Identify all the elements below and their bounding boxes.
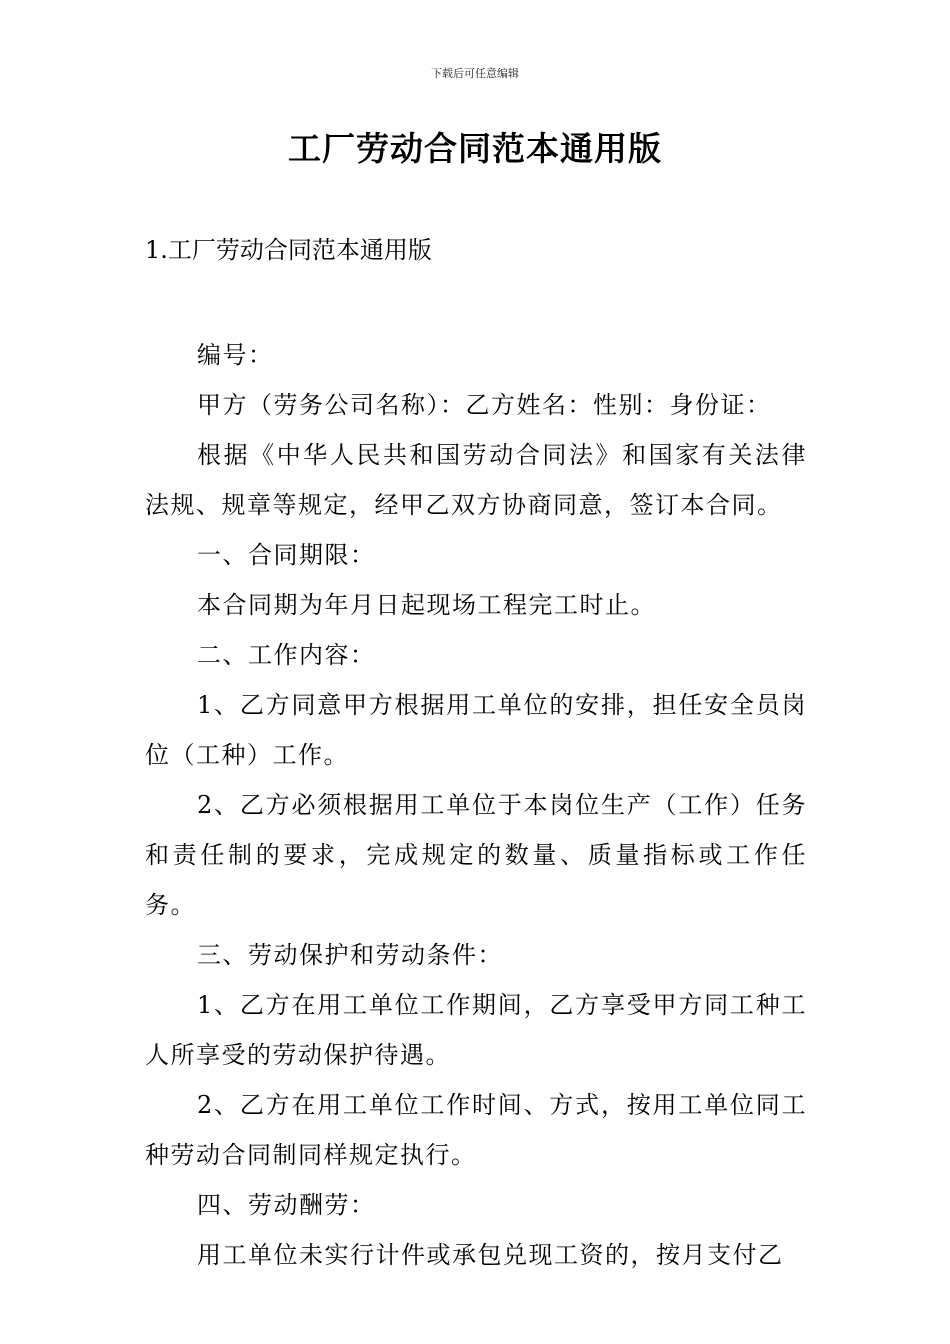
clause-heading-term: 一、合同期限： <box>197 541 376 569</box>
paragraph-labor-protection-2: 2、乙方在用工单位工作时间、方式，按用工单位同工种劳动合同制同样规定执行。 <box>145 1091 807 1169</box>
paragraph-remuneration: 用工单位未实行计件或承包兑现工资的，按月支付乙 <box>197 1241 784 1269</box>
section-heading: 1.工厂劳动合同范本通用版 <box>145 236 432 264</box>
paragraph-contract-number: 编号： <box>197 341 274 369</box>
clause-heading-labor-protection: 三、劳动保护和劳动条件： <box>197 941 503 969</box>
clause-heading-work-content: 二、工作内容： <box>197 641 376 669</box>
paragraph-labor-protection-1: 1、乙方在用工单位工作期间，乙方享受甲方同工种工人所享受的劳动保护待遇。 <box>145 991 807 1069</box>
paragraph-work-content-1: 1、乙方同意甲方根据用工单位的安排，担任安全员岗位（工种）工作。 <box>145 691 807 769</box>
document-body <box>145 330 807 1280</box>
paragraph-parties: 甲方（劳务公司名称）：乙方姓名：性别：身份证： <box>197 391 772 419</box>
paragraph-term: 本合同期为年月日起现场工程完工时止。 <box>197 591 656 619</box>
paragraph-work-content-2: 2、乙方必须根据用工单位于本岗位生产（工作）任务和责任制的要求，完成规定的数量、质量指标或工作任务。 <box>145 791 807 919</box>
paragraph-legal-basis: 根据《中华人民共和国劳动合同法》和国家有关法律法规、规章等规定，经甲乙双方协商同意，签订本合同。 <box>145 441 807 519</box>
header-note: 下载后可任意编辑 <box>431 67 519 80</box>
document-title: 工厂劳动合同范本通用版 <box>288 129 662 168</box>
clause-heading-remuneration: 四、劳动酬劳： <box>197 1191 376 1219</box>
